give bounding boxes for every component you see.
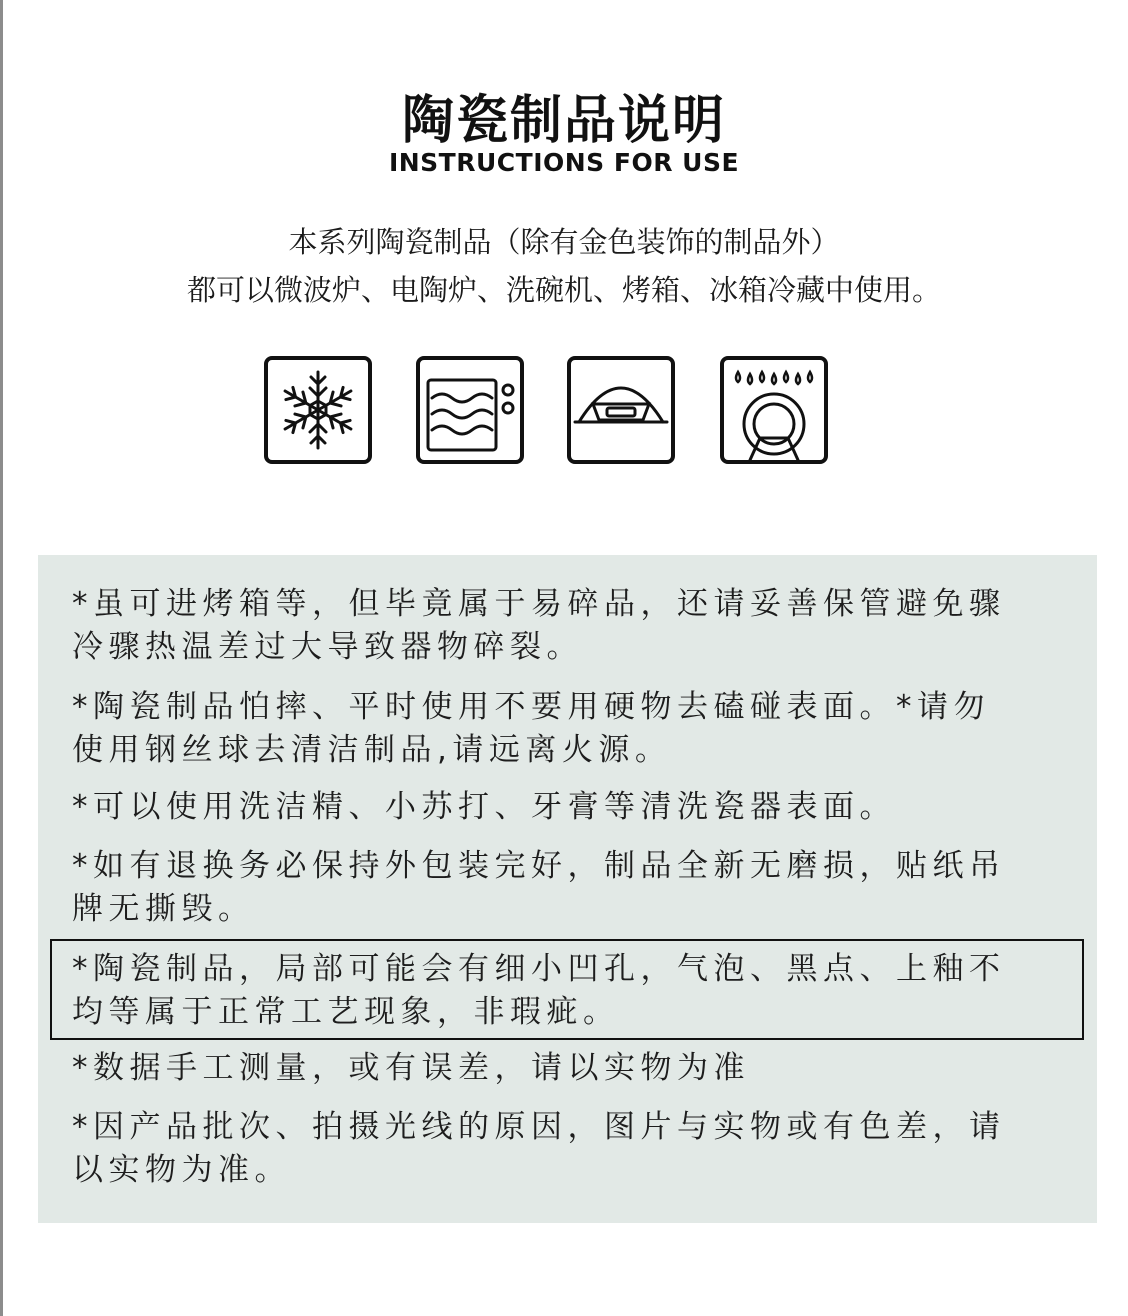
- bowl-oven-icon: [567, 356, 675, 464]
- dishwasher-plate-icon: [720, 356, 828, 464]
- intro-line-1: 本系列陶瓷制品（除有金色装饰的制品外）: [288, 225, 840, 259]
- page-title: 陶瓷制品说明: [401, 91, 726, 151]
- snowflake-freezer-icon: [264, 356, 372, 464]
- note-returns: *如有退换务必保持外包装完好，制品全新无磨损，贴纸吊 牌无撕毁。: [72, 848, 1006, 927]
- page-subtitle: INSTRUCTIONS FOR USE: [388, 148, 740, 177]
- microwave-icon: [416, 356, 524, 464]
- note-handling: *陶瓷制品怕摔、平时使用不要用硬物去磕碰表面。*请勿 使用钢丝球去清洁制品,请远离火源。: [72, 689, 990, 768]
- left-edge-divider: [0, 0, 3, 1316]
- note-imperfections: *陶瓷制品，局部可能会有细小凹孔，气泡、黑点、上釉不 均等属于正常工艺现象，非瑕疵。: [72, 951, 1006, 1030]
- note-measurement: *数据手工测量，或有误差，请以实物为准: [72, 1050, 750, 1086]
- intro-line-2: 都可以微波炉、电陶炉、洗碗机、烤箱、冰箱冷藏中使用。: [186, 273, 941, 307]
- usage-icons: [0, 356, 1128, 471]
- intro-text: [0, 218, 1128, 314]
- note-color-difference: *因产品批次、拍摄光线的原因，图片与实物或有色差，请 以实物为准。: [72, 1109, 1006, 1188]
- note-fragile: *虽可进烤箱等，但毕竟属于易碎品，还请妥善保管避免骤 冷骤热温差过大导致器物碎裂。: [72, 586, 1006, 665]
- note-cleaning: *可以使用洗洁精、小苏打、牙膏等清洗瓷器表面。: [72, 789, 896, 825]
